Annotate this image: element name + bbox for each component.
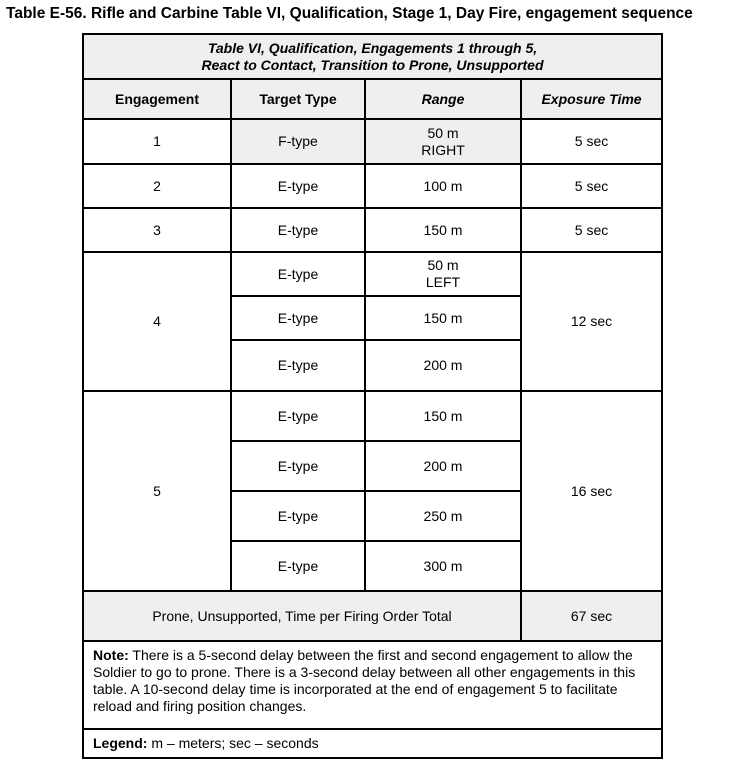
note-label: Note: [93,647,129,663]
target-range: 250 m [365,491,521,541]
table-row [83,119,662,164]
target-type: E-type [231,340,365,391]
target-type: E-type [231,491,365,541]
exposure-time: 5 sec [521,119,662,164]
engagement-number: 1 [83,119,231,164]
legend-text: m – meters; sec – seconds [147,735,319,751]
table-title-line-2: React to Contact, Transition to Prone, Unsupported [201,56,544,73]
note-text: There is a 5-second delay between the first and second engagement to allow the Soldier to go to prone. There is a 3-second delay between all other engagements in this table. A 10-second delay time is incorporated at the end of engagement 5 to facilitate reload and firing position changes. [93,647,636,714]
table-title [83,34,662,79]
target-type: E-type [231,164,365,208]
target-type: E-type [231,252,365,296]
total-row [83,591,662,641]
engagement-number: 5 [83,391,231,591]
qualification-table [82,33,663,759]
exposure-time: 16 sec [521,391,662,591]
target-range: 50 m RIGHT [365,119,521,164]
target-type: E-type [231,391,365,441]
table-row [83,252,662,296]
legend [83,729,662,758]
target-type: E-type [231,296,365,340]
exposure-time: 5 sec [521,164,662,208]
target-type: E-type [231,208,365,252]
target-range: 150 m [365,391,521,441]
engagement-number: 4 [83,252,231,391]
table-row [83,391,662,441]
target-range: 200 m [365,340,521,391]
legend-label: Legend: [93,735,148,751]
table-row [83,208,662,252]
total-label: Prone, Unsupported, Time per Firing Order Total [83,591,521,641]
note [83,641,662,729]
table-title-line-1: Table VI, Qualification, Engagements 1 through 5, [207,39,538,56]
header-target-type: Target Type [231,79,365,119]
target-range: 150 m [365,208,521,252]
target-range: 50 m LEFT [365,252,521,296]
exposure-time: 5 sec [521,208,662,252]
target-type: F-type [231,119,365,164]
exposure-time: 12 sec [521,252,662,391]
target-range: 100 m [365,164,521,208]
target-range: 150 m [365,296,521,340]
header-exposure-time: Exposure Time [521,79,662,119]
table-caption: Table E-56. Rifle and Carbine Table VI, Qualification, Stage 1, Day Fire, engagement sequence [6,5,693,22]
engagement-number: 2 [83,164,231,208]
header-engagement: Engagement [83,79,231,119]
target-range: 200 m [365,441,521,491]
total-value: 67 sec [521,591,662,641]
target-type: E-type [231,541,365,591]
target-range: 300 m [365,541,521,591]
engagement-number: 3 [83,208,231,252]
header-range: Range [365,79,521,119]
table-row [83,164,662,208]
target-type: E-type [231,441,365,491]
